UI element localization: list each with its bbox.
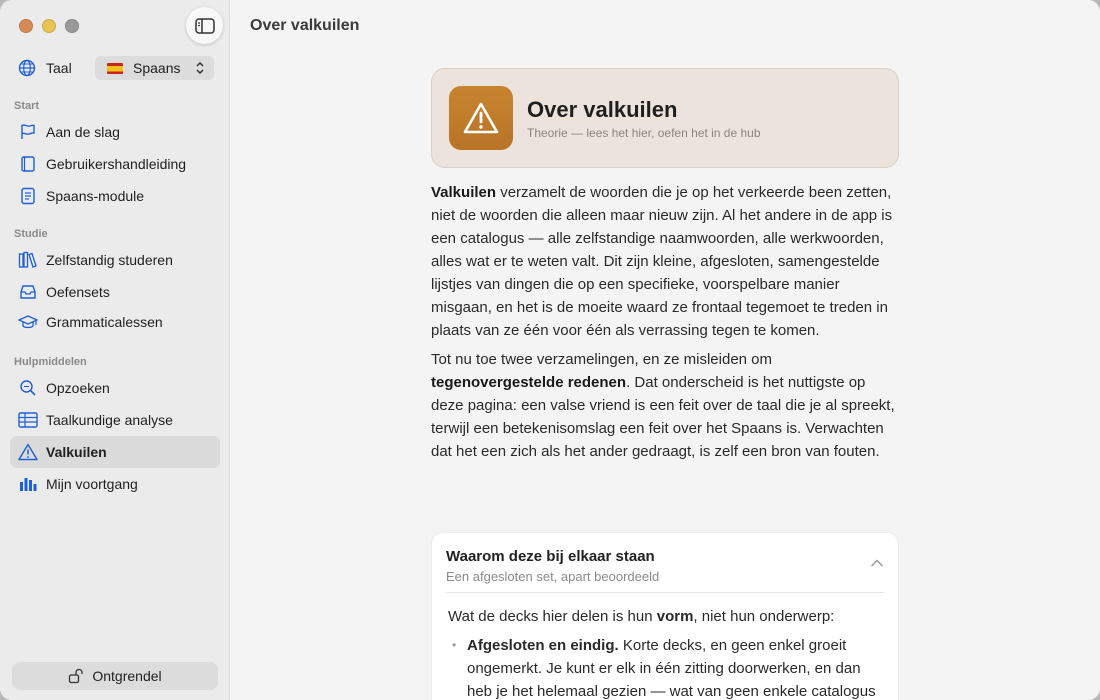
card-intro xyxy=(448,605,888,628)
sidebar-item-label: Mijn voortgang xyxy=(46,476,138,492)
minimize-window-button[interactable] xyxy=(42,19,56,33)
table-icon xyxy=(18,410,38,430)
main-pane xyxy=(230,0,1100,700)
sidebar-item-spaans-module[interactable] xyxy=(10,180,220,212)
close-window-button[interactable] xyxy=(19,19,33,33)
section-label-studie: Studie xyxy=(14,228,48,240)
intro-paragraph xyxy=(431,181,899,342)
intro-text: verzamelt de woorden die je op het verkeerde been zetten, niet de woorden die alleen maar nieuw zijn. Al het andere in de app is een catalogus — alle zelfstandige naamwoorden, alle werkwoorden, alles wat er te weten valt. Dit zijn kleine, afgesloten, samengestelde lijstjes van dingen die op een specifieke, voorspelbare manier misgaan, en het is de moeite waard ze frontaal tegemoet te treden in plaats van ze één voor één als verrassing tegen te komen. xyxy=(431,184,893,339)
sidebar-item-gebruikershandleiding[interactable] xyxy=(10,148,220,180)
language-label: Taal xyxy=(46,60,72,76)
sidebar-toggle-button[interactable] xyxy=(186,7,223,44)
card-title: Waarom deze bij elkaar staan xyxy=(446,548,655,565)
sidebar-item-label: Valkuilen xyxy=(46,444,107,460)
intro-bold: Valkuilen xyxy=(431,184,497,201)
sidebar-item-grammaticalessen[interactable] xyxy=(10,306,220,338)
card-intro-pre: Wat de decks hier delen is hun xyxy=(448,608,657,625)
flag-icon xyxy=(18,122,38,142)
hero-warning-icon xyxy=(449,86,513,150)
section-label-hulpmiddelen: Hulpmiddelen xyxy=(14,356,87,368)
tray-icon xyxy=(18,282,38,302)
second-bold: tegenovergestelde redenen xyxy=(431,374,627,391)
card-body xyxy=(448,605,888,700)
sidebar-item-mijn-voortgang[interactable] xyxy=(10,468,220,500)
page-title: Over valkuilen xyxy=(250,17,360,34)
section-label-start: Start xyxy=(14,100,40,112)
list-item xyxy=(448,634,888,700)
books-icon xyxy=(18,250,38,270)
language-value: Spaans xyxy=(133,60,181,76)
sidebar-item-opzoeken[interactable] xyxy=(10,372,220,404)
window-controls xyxy=(19,19,79,33)
hero-subtitle: Theorie — lees het hier, oefen het in de hub xyxy=(527,126,761,140)
sidebar-item-label: Spaans-module xyxy=(46,188,145,204)
unlock-button[interactable] xyxy=(12,662,218,690)
sidebar-item-label: Grammaticalessen xyxy=(46,314,163,330)
card-intro-bold: vorm xyxy=(656,608,694,625)
bar-chart-icon xyxy=(18,474,38,494)
hero-card xyxy=(431,68,899,168)
sidebar-item-label: Taalkundige analyse xyxy=(46,412,173,428)
sidebar-item-label: Gebruikershandleiding xyxy=(46,156,187,172)
bullet-icon: • xyxy=(452,638,457,652)
sidebar-item-zelfstandig-studeren[interactable] xyxy=(10,244,220,276)
second-pre: Tot nu toe twee verzamelingen, en ze misleiden om xyxy=(431,351,773,368)
card-subtitle: Een afgesloten set, apart beoordeeld xyxy=(446,569,660,584)
second-post: . Dat onderscheid is het nuttigste op deze pagina: een valse vriend is een feit over de taal die je al spreekt, terwijl een betekenisomslag een feit over het Spaans is. Verwachten dat het een zich als het ander gedraagt, is zelf een bron van fouten. xyxy=(431,374,895,460)
chevron-up-icon[interactable] xyxy=(870,558,884,568)
graduation-cap-icon xyxy=(18,312,38,332)
sidebar-item-oefensets[interactable] xyxy=(10,276,220,308)
unlock-icon xyxy=(68,668,84,684)
document-icon xyxy=(18,186,38,206)
magnifier-icon xyxy=(18,378,38,398)
sidebar-item-valkuilen[interactable] xyxy=(10,436,220,468)
bullet-bold: Afgesloten en eindig. xyxy=(467,637,619,654)
bullet-text: Korte decks, en geen enkel groeit ongemerkt. Je kunt er elk in één zitting doorwerken, en dan heb je het helemaal gezien — wat van geen enkele catalogus xyxy=(467,637,876,700)
sidebar-item-label: Oefensets xyxy=(46,284,110,300)
sidebar-icon xyxy=(195,18,215,34)
zoom-window-button[interactable] xyxy=(65,19,79,33)
spain-flag-icon xyxy=(107,63,123,74)
sidebar-item-taalkundige-analyse[interactable] xyxy=(10,404,220,436)
language-select[interactable] xyxy=(95,56,214,80)
card-intro-post: , niet hun onderwerp: xyxy=(693,608,835,625)
disclosure-card xyxy=(431,532,899,700)
globe-icon xyxy=(18,59,36,77)
sidebar-item-label: Opzoeken xyxy=(46,380,110,396)
unlock-label: Ontgrendel xyxy=(92,668,162,684)
language-row xyxy=(18,56,214,80)
content-column xyxy=(431,68,899,700)
divider xyxy=(446,592,884,593)
sidebar-item-label: Aan de slag xyxy=(46,124,120,140)
warning-icon xyxy=(18,442,38,462)
hero-title: Over valkuilen xyxy=(527,97,678,122)
sidebar-item-label: Zelfstandig studeren xyxy=(46,252,173,268)
up-down-chevron-icon xyxy=(195,60,205,76)
sidebar-item-aan-de-slag[interactable] xyxy=(10,116,220,148)
book-icon xyxy=(18,154,38,174)
second-paragraph xyxy=(431,348,899,463)
sidebar xyxy=(0,0,230,700)
